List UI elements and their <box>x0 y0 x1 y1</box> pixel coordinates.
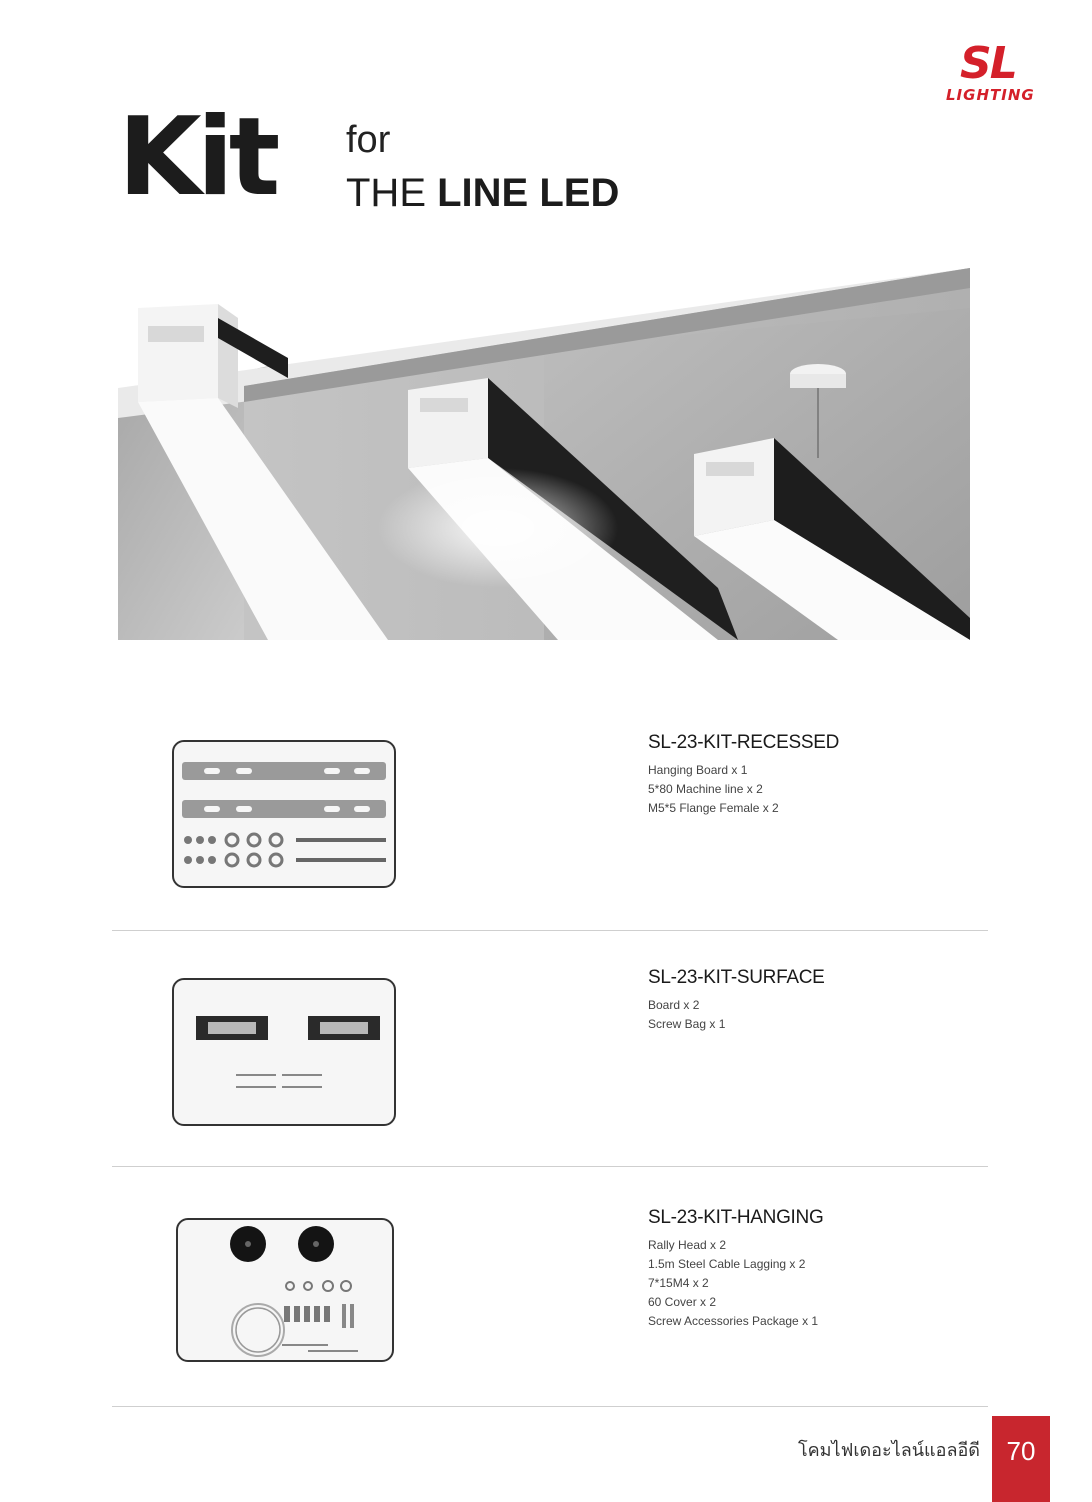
product-code-recessed: SL-23-KIT-RECESSED <box>648 732 839 753</box>
surface-kit-image <box>172 978 396 1126</box>
hanging-kit-illustration <box>178 1220 392 1360</box>
logo-wordmark: LIGHTING <box>946 86 1035 104</box>
spec-item: M5*5 Flange Female x 2 <box>648 801 779 815</box>
section-divider <box>112 1166 988 1167</box>
spec-item: Screw Bag x 1 <box>648 1017 726 1031</box>
title-line-light: THE <box>346 171 438 215</box>
spec-list-hanging <box>648 1236 818 1331</box>
title-product-line <box>346 170 619 216</box>
product-code-surface: SL-23-KIT-SURFACE <box>648 967 825 988</box>
page-number: 70 <box>992 1416 1050 1502</box>
spec-item: 5*80 Machine line x 2 <box>648 782 763 796</box>
spec-item: 1.5m Steel Cable Lagging x 2 <box>648 1257 806 1271</box>
footer-section-label: โคมไฟเดอะไลน์แอลอีดี <box>797 1440 980 1460</box>
title-kit: Kit <box>118 95 276 220</box>
hero-photo <box>118 268 970 640</box>
spec-item: 60 Cover x 2 <box>648 1295 717 1309</box>
title-line-bold: LINE LED <box>437 171 620 215</box>
product-code-hanging: SL-23-KIT-HANGING <box>648 1207 824 1228</box>
spec-list-surface <box>648 996 725 1034</box>
spec-item: 7*15M4 x 2 <box>648 1276 709 1290</box>
spec-item: Screw Accessories Package x 1 <box>648 1314 819 1328</box>
spec-list-recessed <box>648 761 779 818</box>
recessed-kit-image <box>172 740 396 888</box>
spec-item: Board x 2 <box>648 998 700 1012</box>
brand-logo <box>940 40 1060 110</box>
logo-mark: SL <box>960 38 1016 89</box>
spec-item: Rally Head x 2 <box>648 1238 727 1252</box>
spec-item: Hanging Board x 1 <box>648 763 748 777</box>
surface-kit-illustration <box>174 980 394 1124</box>
title-for: for <box>346 119 391 161</box>
section-divider <box>112 930 988 931</box>
section-divider <box>112 1406 988 1407</box>
hanging-kit-image <box>176 1218 394 1362</box>
recessed-kit-illustration <box>174 742 394 886</box>
